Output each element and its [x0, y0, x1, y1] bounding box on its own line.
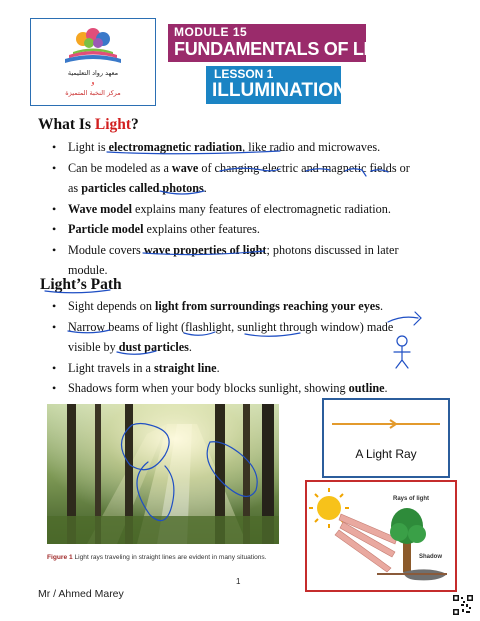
shadow-label: Shadow [419, 554, 443, 560]
list-item: • Particle model explains other features. [46, 219, 410, 240]
author-name: Mr / Ahmed Marey [38, 588, 124, 600]
lesson-title: ILLUMINATION [212, 80, 347, 101]
shadow-diagram [305, 480, 457, 592]
logo-text-3: مركز النخبة المتميزة [65, 89, 121, 97]
figure-caption-text: Light rays traveling in straight lines are evident in many situations. [72, 554, 267, 561]
logo-text-2: و [91, 79, 95, 86]
books-logo-icon [61, 25, 125, 65]
list-item: • Can be modeled as a wave of changing electric and magnetic fields or [46, 158, 410, 179]
institute-logo [30, 18, 156, 106]
list-item: • Narrow beams of light (flashlight, sunlight through window) made [46, 317, 393, 338]
list-item: • Sight depends on light from surroundings reaching your eyes. [46, 296, 393, 317]
section-heading-what-is-light [38, 116, 139, 134]
module-title: FUNDAMENTALS OF LIGHT [174, 39, 406, 59]
heading-highlight: Light [94, 116, 132, 133]
section-heading-lights-path: Light’s Path [40, 276, 122, 293]
list-item: module. [68, 263, 108, 277]
light-bullet-list [46, 137, 410, 281]
figure-caption [47, 554, 267, 561]
list-item: • Shadows form when your body blocks sunlight, showing outline. [46, 378, 393, 399]
light-ray-label: A Light Ray [355, 447, 417, 461]
heading-post: ? [131, 116, 139, 133]
logo-text-1: معهد رواد التعليمية [67, 69, 119, 77]
module-label: MODULE 15 [174, 25, 248, 39]
page-number: 1 [236, 577, 241, 586]
path-bullet-list [46, 296, 393, 399]
list-item: • Light travels in a straight line. [46, 358, 393, 379]
light-ray-diagram [322, 398, 450, 478]
list-item: • Light is electromagnetic radiation, like radio and microwaves. [46, 137, 410, 158]
module-banner [168, 24, 406, 62]
figure-label: Figure 1 [47, 554, 73, 561]
rays-of-light-label: Rays of light [393, 496, 430, 502]
lesson-banner [206, 66, 347, 104]
list-item: as particles called photons. [68, 181, 207, 195]
list-item: • Module covers wave properties of light; photons discussed in later [46, 240, 410, 261]
forest-sunlight-photo [47, 404, 279, 544]
list-item: visible by dust particles. [68, 340, 192, 354]
qr-code-icon [453, 595, 473, 615]
list-item: • Wave model explains many features of electromagnetic radiation. [46, 199, 410, 220]
lesson-label: LESSON 1 [214, 67, 274, 81]
heading-pre: What Is [38, 116, 95, 133]
